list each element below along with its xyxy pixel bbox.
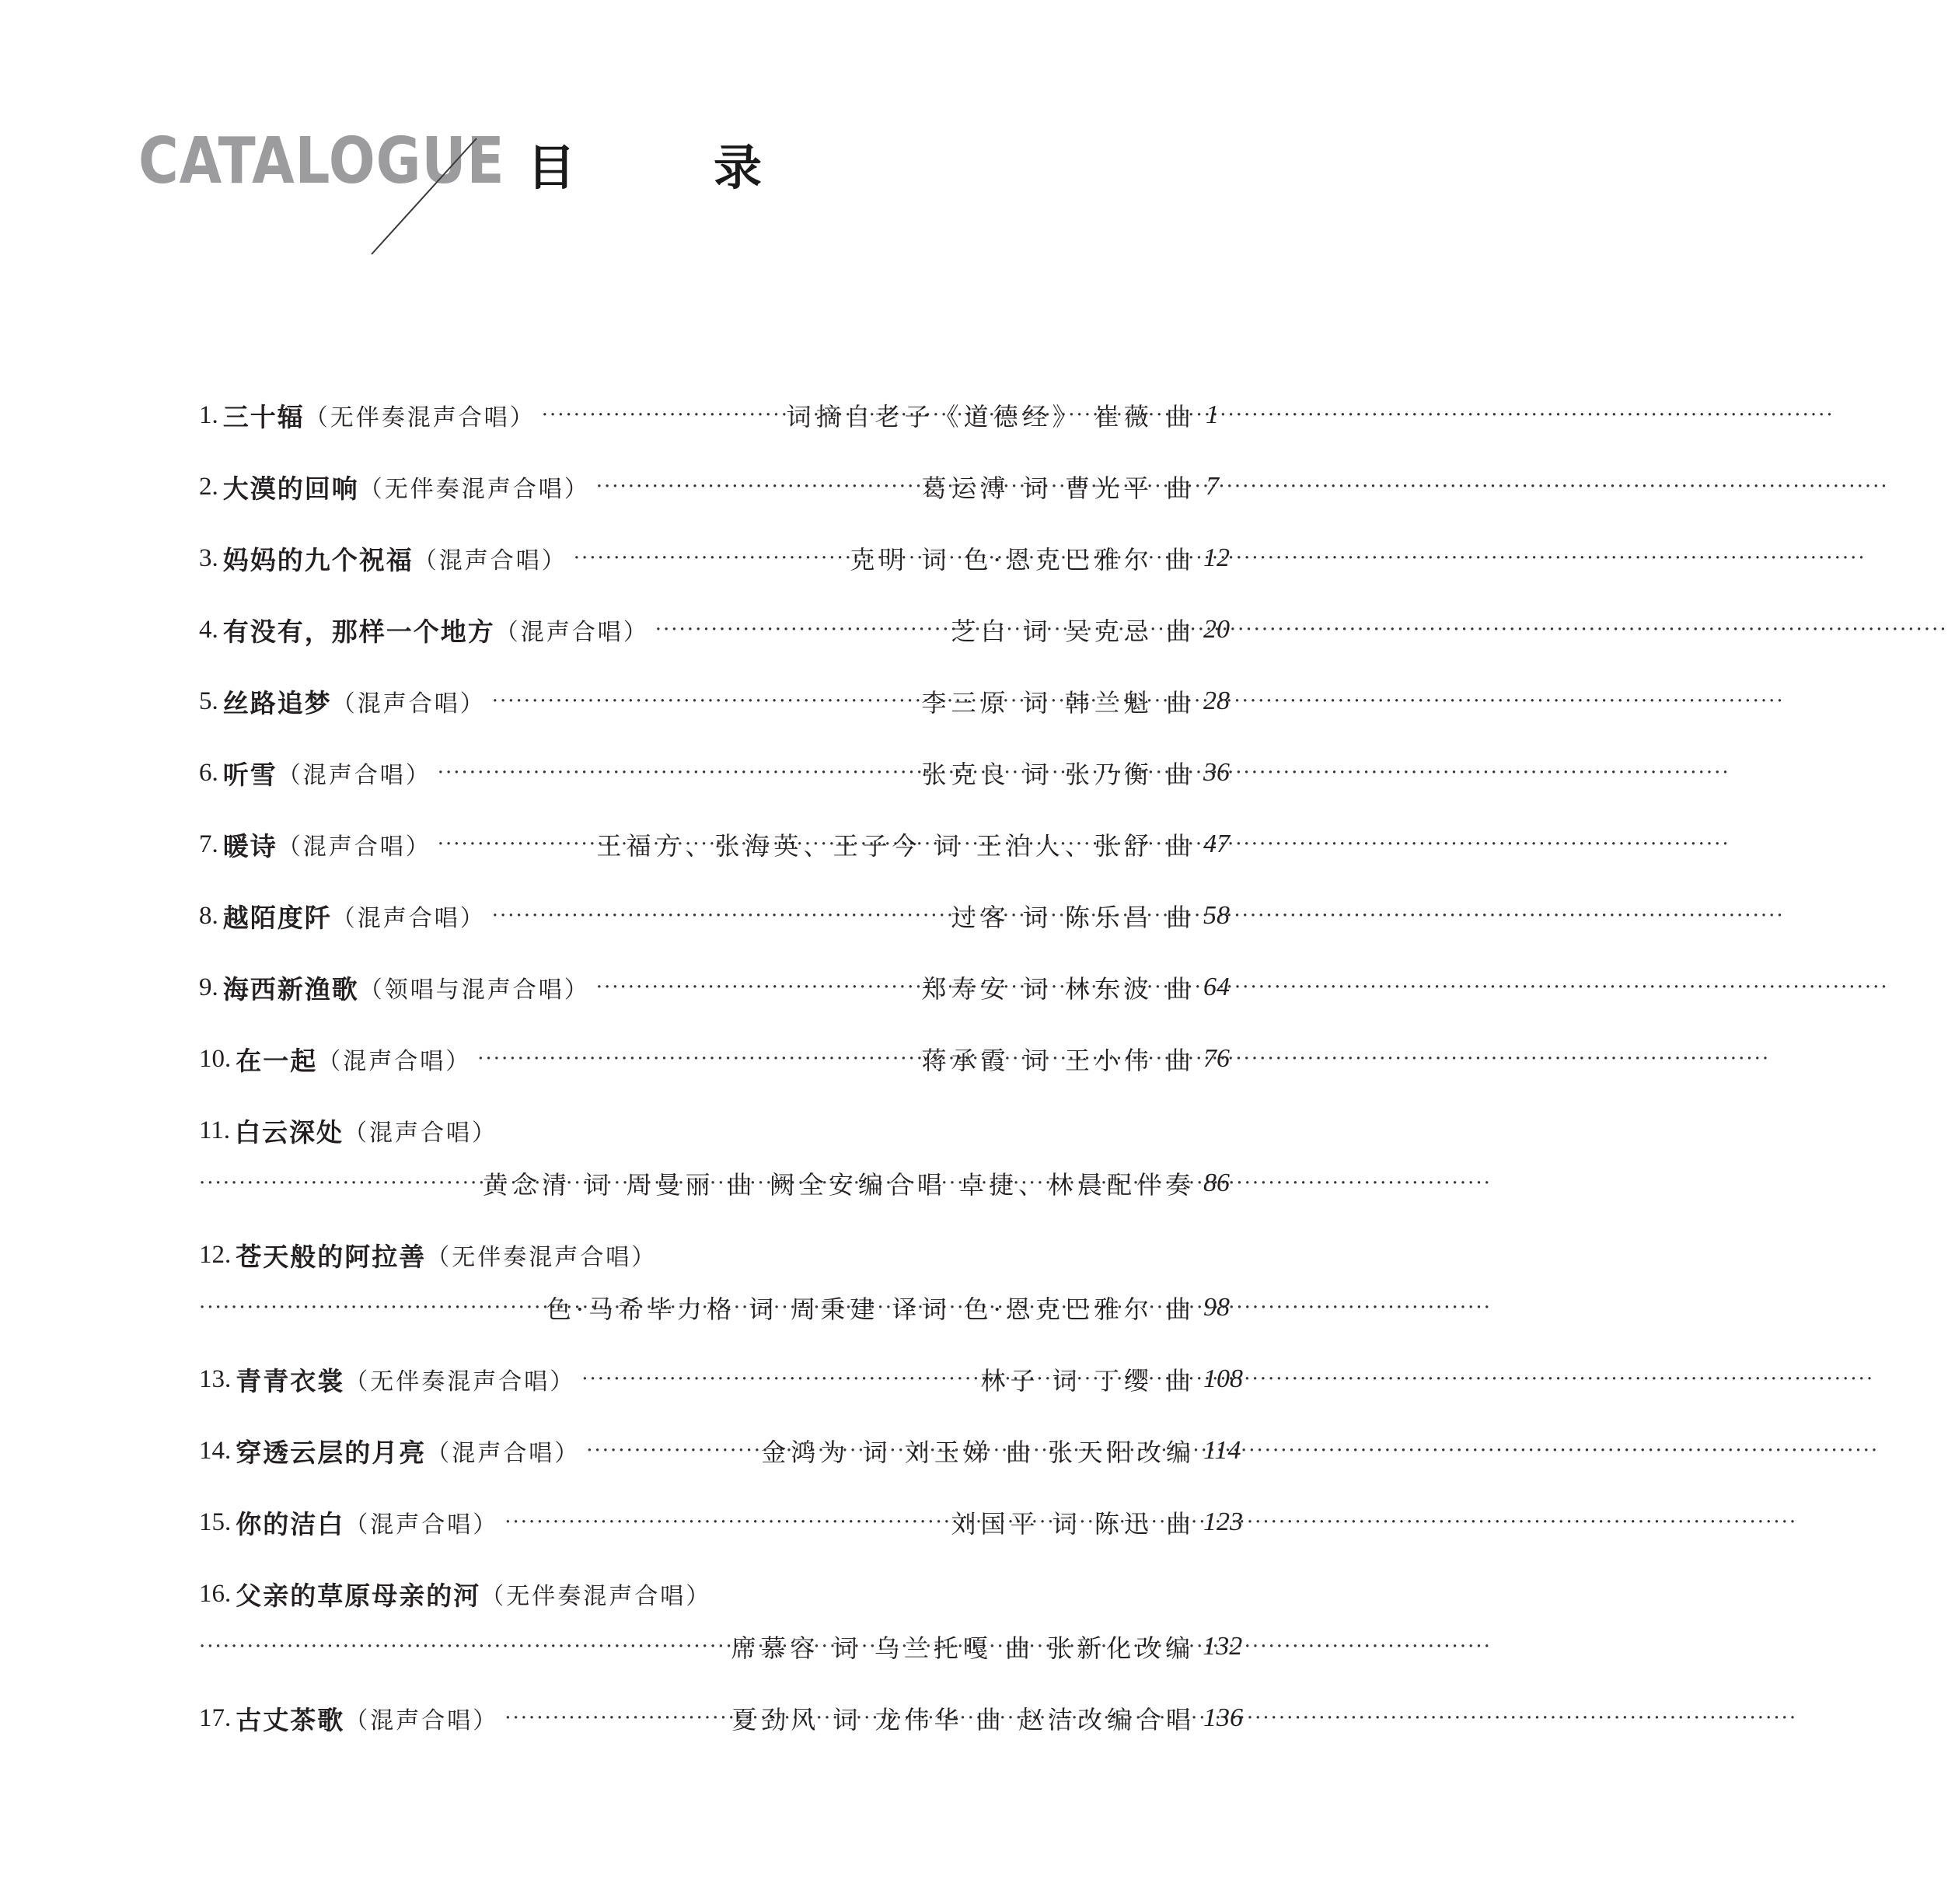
entry-page-number: 114: [1203, 1436, 1241, 1465]
entry-number: 3.: [199, 543, 218, 572]
entry-credits: 李三原 词 韩兰魁 曲: [921, 688, 1196, 718]
entry-voicing: （混声合唱）: [344, 1120, 498, 1147]
entry-voicing: （混声合唱）: [426, 1440, 581, 1467]
entry-voicing: （无伴奏混声合唱）: [480, 1583, 712, 1610]
entry-page-number: 136: [1203, 1703, 1243, 1732]
entry-title: 听雪: [222, 759, 278, 790]
entry-credits: 夏劲风 词 龙伟华 曲 赵洁改编合唱: [731, 1705, 1196, 1735]
entry-number: 15.: [199, 1507, 232, 1536]
entry-number: 16.: [199, 1579, 232, 1608]
entry-page-number: 123: [1203, 1507, 1243, 1536]
entry-credits: 词摘自老子《道德经》 崔薇 曲: [786, 402, 1196, 431]
entry-number: 9.: [199, 973, 218, 1001]
entry-credits: 王福方、张海英、王子今 词 王泊人、张舒 曲: [596, 831, 1196, 861]
entry-voicing: （混声合唱）: [331, 905, 486, 932]
dot-leader: [477, 1047, 915, 1071]
toc-entry-10[interactable]: [199, 1037, 1230, 1081]
page-title: 目 录: [527, 139, 808, 196]
entry-voicing: （混声合唱）: [494, 619, 649, 646]
toc-entry-12-credit-line[interactable]: [199, 1286, 1230, 1329]
entry-title: 海西新渔歌: [222, 973, 359, 1004]
entry-title: 有没有，那样一个地方: [222, 616, 495, 647]
entry-number: 14.: [199, 1436, 232, 1465]
entry-credits: 过客 词 陈乐昌 曲: [951, 903, 1196, 932]
entry-credits: 金鸿为 词 刘玉娣 曲 张天阳改编: [761, 1438, 1196, 1467]
entry-page-number: 12: [1203, 543, 1230, 572]
entry-voicing: （混声合唱）: [317, 1048, 472, 1075]
entry-title: 父亲的草原母亲的河: [236, 1580, 481, 1611]
dot-leader: [438, 833, 591, 856]
entry-title: 暖诗: [222, 830, 278, 861]
entry-number: 11.: [199, 1116, 231, 1144]
toc-entry-13[interactable]: [199, 1357, 1243, 1401]
entry-page-number: 132: [1203, 1632, 1243, 1661]
entry-page-number: 98: [1203, 1293, 1230, 1322]
entry-voicing: （混声合唱）: [344, 1511, 499, 1539]
entry-credits: 蒋承霞 词 王小伟 曲: [921, 1046, 1196, 1075]
entry-credits: 刘国平 词 陈迅 曲: [951, 1509, 1196, 1539]
dot-leader: [504, 1511, 944, 1534]
entry-number: 1.: [199, 400, 218, 429]
entry-number: 10.: [199, 1044, 232, 1073]
dot-leader: [199, 1635, 725, 1658]
entry-voicing: （混声合唱）: [277, 762, 431, 789]
toc-entry-11-title-line[interactable]: [199, 1109, 1219, 1152]
toc-entry-8[interactable]: [199, 894, 1230, 938]
toc-entry-9[interactable]: [199, 966, 1230, 1009]
toc-entry-3[interactable]: [199, 536, 1230, 580]
toc-entry-1[interactable]: [199, 393, 1219, 437]
catalogue-heading: CATALOGUE: [138, 124, 505, 198]
entry-credits: 克明 词 色·恩克巴雅尔 曲: [850, 545, 1196, 575]
entry-voicing: （混声合唱）: [413, 547, 567, 575]
entry-credits: 席慕容 词 乌兰托嘎 曲 张新化改编: [731, 1633, 1196, 1663]
dot-leader: [596, 475, 916, 498]
entry-voicing: （混声合唱）: [331, 690, 486, 718]
dot-leader: [492, 690, 916, 713]
dot-leader: [199, 1296, 540, 1319]
entry-credits: 郑寿安 词 林东波 曲: [921, 974, 1196, 1004]
dot-leader: [438, 761, 916, 784]
toc-entry-5[interactable]: [199, 680, 1230, 723]
entry-page-number: 58: [1203, 901, 1230, 930]
entry-voicing: （混声合唱）: [277, 833, 431, 861]
entry-voicing: （领唱与混声合唱）: [358, 976, 590, 1004]
toc-entry-17[interactable]: [199, 1696, 1243, 1740]
toc-entry-14[interactable]: [199, 1429, 1241, 1473]
entry-title: 丝路追梦: [222, 687, 332, 718]
entry-voicing: （无伴奏混声合唱）: [344, 1368, 576, 1396]
entry-title: 穿透云层的月亮: [236, 1437, 427, 1468]
entry-title: 古丈茶歌: [236, 1704, 345, 1735]
entry-number: 8.: [199, 901, 218, 930]
page-header: [0, 0, 1414, 280]
entry-voicing: （混声合唱）: [344, 1707, 499, 1735]
dot-leader: [199, 1172, 477, 1195]
entry-title: 白云深处: [235, 1116, 344, 1148]
toc-entry-16-credit-line[interactable]: [199, 1625, 1243, 1668]
entry-number: 17.: [199, 1703, 232, 1732]
dot-leader: [596, 976, 916, 999]
entry-number: 2.: [199, 472, 218, 501]
entry-page-number: 86: [1203, 1169, 1230, 1197]
dot-leader: [542, 404, 780, 427]
entry-number: 4.: [199, 615, 218, 644]
entry-page-number: 47: [1203, 830, 1230, 858]
toc-entry-2[interactable]: [199, 465, 1219, 508]
dot-leader: [504, 1707, 725, 1730]
entry-credits: 葛运溥 词 曹光平 曲: [921, 473, 1196, 503]
entry-title: 三十辐: [222, 401, 305, 432]
entry-title: 越陌度阡: [222, 902, 332, 933]
entry-number: 7.: [199, 830, 218, 858]
entry-number: 13.: [199, 1364, 232, 1393]
entry-page-number: 1: [1206, 400, 1219, 429]
entry-number: 5.: [199, 686, 218, 715]
entry-credits: 林子 词 丁缨 曲: [980, 1366, 1196, 1396]
toc-entry-11-credit-line[interactable]: [199, 1162, 1230, 1205]
entry-page-number: 28: [1203, 686, 1230, 715]
toc-entry-16-title-line[interactable]: [199, 1572, 1219, 1616]
toc-entry-7[interactable]: [199, 823, 1230, 866]
entry-page-number: 108: [1203, 1364, 1243, 1393]
entry-page-number: 64: [1203, 973, 1230, 1001]
entry-title: 青青衣裳: [236, 1365, 345, 1396]
entry-page-number: 20: [1203, 615, 1230, 644]
entry-title: 在一起: [236, 1045, 318, 1076]
entry-title: 大漠的回响: [222, 473, 359, 504]
entry-page-number: 76: [1203, 1044, 1230, 1073]
entry-title: 你的洁白: [236, 1508, 345, 1539]
entry-page-number: 7: [1206, 472, 1219, 501]
dot-leader: [492, 904, 945, 928]
dot-leader: [574, 547, 844, 570]
entry-credits: 黄念清 词 周曼丽 曲 阙全安编合唱 卓捷、林晨配伴奏: [483, 1170, 1196, 1200]
dot-leader: [655, 618, 945, 641]
dot-leader: [581, 1368, 974, 1391]
diagonal-divider: [0, 0, 544, 264]
toc-entry-6[interactable]: [199, 751, 1230, 795]
entry-voicing: （无伴奏混声合唱）: [358, 476, 590, 503]
dot-leader: [586, 1439, 755, 1462]
entry-title: 苍天般的阿拉善: [236, 1241, 427, 1272]
entry-number: 6.: [199, 758, 218, 787]
entry-credits: 张克良 词 张乃衡 曲: [921, 760, 1196, 789]
entry-voicing: （无伴奏混声合唱）: [426, 1244, 658, 1271]
toc-entry-15[interactable]: [199, 1500, 1243, 1544]
entry-title: 妈妈的九个祝福: [222, 544, 414, 575]
toc-entry-4[interactable]: [199, 608, 1230, 652]
entry-credits: 色·马希毕力格 词 周秉建 译词 色·恩克巴雅尔 曲: [546, 1294, 1196, 1324]
entry-page-number: 36: [1203, 758, 1230, 787]
entry-voicing: （无伴奏混声合唱）: [304, 404, 536, 431]
toc-entry-12-title-line[interactable]: [199, 1233, 1219, 1277]
entry-number: 12.: [199, 1240, 232, 1269]
entry-credits: 芝白 词 吴克忌 曲: [951, 617, 1196, 646]
